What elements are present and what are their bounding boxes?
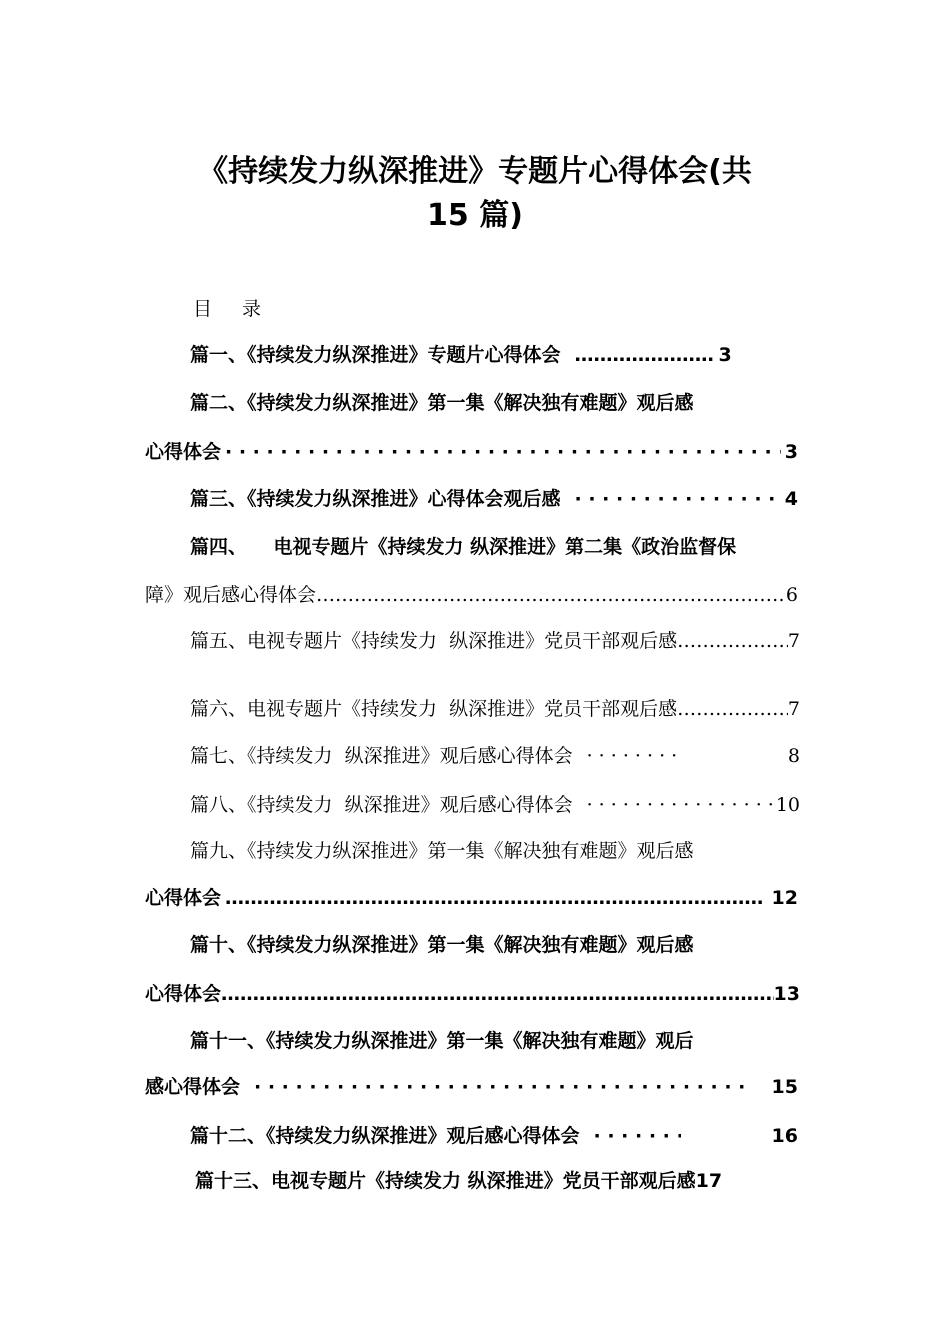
toc-leader [221,983,774,1005]
toc-entry-9-title-cont: 心得体会 [145,887,222,909]
toc-entry-6-page: 7 [787,698,800,720]
toc-entry-4-continued[interactable] [145,580,798,607]
toc-entry-6[interactable] [190,694,800,721]
toc-entry-10-title: 篇十、《持续发力纵深推进》第一集《解决独有难题》观后感 [190,934,694,956]
toc-entry-11-title: 篇十一、《持续发力纵深推进》第一集《解决独有难题》观后 [190,1030,694,1052]
toc-entry-3[interactable] [190,484,798,511]
toc-entry-12-title: 篇十二、《持续发力纵深推进》观后感心得体会 [190,1125,580,1147]
toc-entry-11-continued[interactable] [145,1072,798,1099]
document-title-line-2: 15 篇) [427,198,523,233]
toc-leader [575,344,715,366]
toc-entry-7[interactable] [190,741,800,768]
toc-entry-7-page: 8 [787,745,800,767]
toc-entry-6-title: 篇六、电视专题片《持续发力 纵深推进》党员干部观后感 [190,698,678,720]
toc-entry-1-page: 3 [718,344,732,366]
toc-entry-2-title-cont: 心得体会 [145,441,222,463]
toc-entry-5-page: 7 [787,630,800,652]
toc-leader [575,488,781,510]
toc-entry-9[interactable] [190,836,694,863]
toc-entry-8-page: 10 [775,794,800,816]
toc-entry-10[interactable] [190,930,694,957]
toc-entry-8[interactable] [190,790,800,817]
toc-leader [587,794,772,816]
toc-entry-4[interactable] [190,532,736,559]
toc-entry-2-title: 篇二、《持续发力纵深推进》第一集《解决独有难题》观后感 [190,392,694,414]
toc-entry-11-title-cont: 感心得体会 [145,1076,241,1098]
toc-entry-4-title-cont: 障》观后感心得体会 [145,584,317,606]
toc-leader [677,630,788,652]
toc-entry-1[interactable] [190,340,798,367]
toc-entry-4-page: 6 [785,584,798,606]
toc-leader [225,441,781,463]
toc-leader [587,745,686,767]
toc-entry-2-continued[interactable] [145,437,798,464]
toc-entry-13-page: 17 [695,1170,723,1192]
toc-entry-8-title: 篇八、《持续发力 纵深推进》观后感心得体会 [190,794,573,816]
toc-entry-7-title: 篇七、《持续发力 纵深推进》观后感心得体会 [190,745,573,767]
toc-entry-5-title: 篇五、电视专题片《持续发力 纵深推进》党员干部观后感 [190,630,678,652]
toc-entry-3-page: 4 [784,488,798,510]
toc-entry-5[interactable] [190,626,800,653]
toc-entry-11[interactable] [190,1026,694,1053]
toc-entry-9-title: 篇九、《持续发力纵深推进》第一集《解决独有难题》观后感 [190,840,694,862]
toc-leader [677,698,788,720]
toc-entry-12[interactable] [190,1121,798,1148]
toc-leader [225,887,762,909]
toc-entry-13-title: 篇十三、电视专题片《持续发力 纵深推进》党员干部观后感 [195,1170,696,1192]
toc-entry-9-page: 12 [771,887,798,909]
toc-entry-10-title-cont: 心得体会 [145,983,222,1005]
toc-entry-4-title: 篇四、 电视专题片《持续发力 纵深推进》第二集《政治监督保 [190,536,737,558]
toc-entry-11-page: 15 [771,1076,798,1098]
toc-entry-13[interactable] [195,1166,815,1193]
toc-leader [594,1125,681,1147]
toc-leader [254,1076,752,1098]
toc-entry-2-page: 3 [784,441,798,463]
toc-entry-2[interactable] [190,388,694,415]
toc-entry-12-page: 16 [771,1125,798,1147]
toc-entry-10-continued[interactable] [145,979,800,1006]
document-title-line-1: 《持续发力纵深推进》专题片心得体会(共 [198,154,752,189]
toc-entry-10-page: 13 [773,983,800,1005]
toc-entry-3-title: 篇三、《持续发力纵深推进》心得体会观后感 [190,488,561,510]
toc-leader [316,584,786,606]
toc-entry-1-title: 篇一、《持续发力纵深推进》专题片心得体会 [190,344,561,366]
toc-entry-9-continued[interactable] [145,883,798,910]
toc-heading: 目 录 [193,298,274,320]
